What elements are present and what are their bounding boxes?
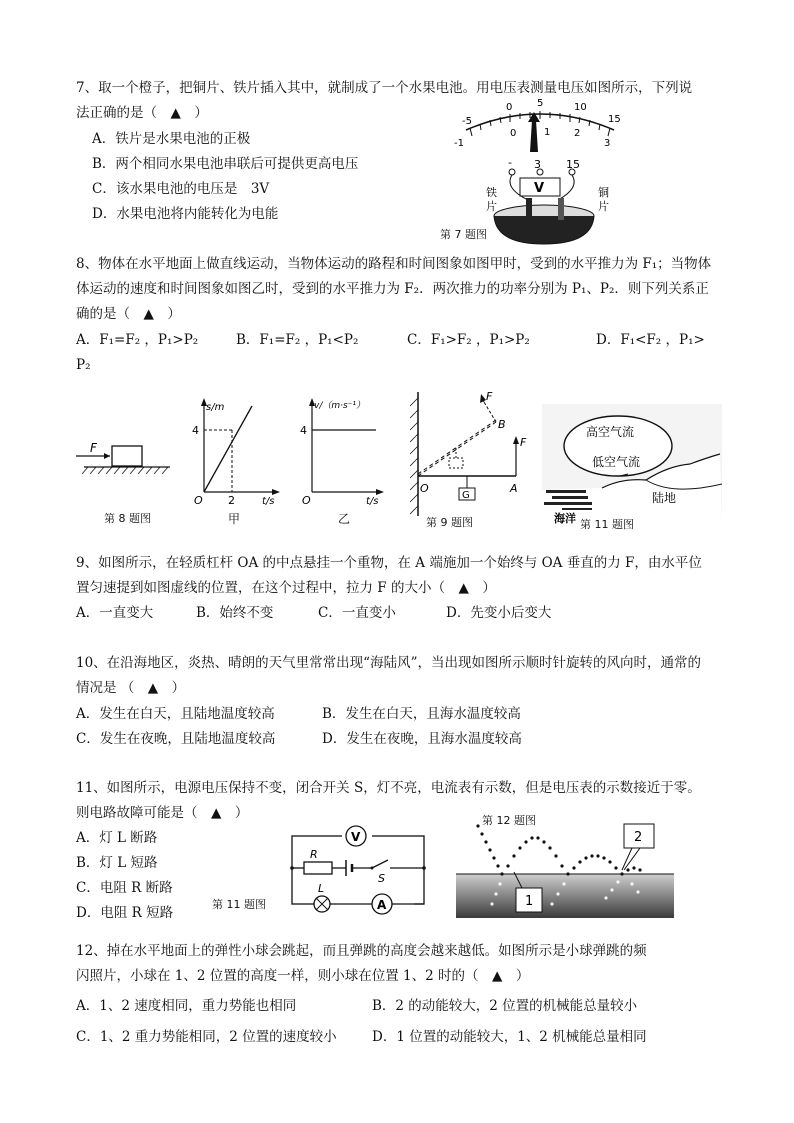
q12-option-d: D．1 位置的动能较大，1、2 机械能总量相同 <box>372 1029 647 1045</box>
meter-bottom-tick: 1 <box>544 127 551 138</box>
q8-caption: 第 8 题图 <box>104 512 151 525</box>
copper-label-2: 片 <box>598 200 609 213</box>
meter-bottom-tick: 0 <box>510 128 517 139</box>
q12-option-b: B．2 的动能较大，2 位置的机械能总量较小 <box>372 998 638 1014</box>
q9-stem-line2: 置匀速提到如图虚线的位置，在这个过程中，拉力 F 的大小（ ▲ ） <box>76 580 496 596</box>
yi-xlabel: t/s <box>366 496 379 506</box>
q8-option-a: A．F₁=F₂ ，P₁>P₂ <box>76 332 199 348</box>
q7-caption: 第 7 题图 <box>440 228 487 241</box>
q8-label-yi: 乙 <box>338 512 351 526</box>
position-2-label: 2 <box>634 830 643 845</box>
yi-y-tick: 4 <box>300 424 307 437</box>
q11-caption: 第 11 题图 <box>212 898 266 911</box>
meter-top-tick: 10 <box>574 102 587 113</box>
q10-option-a: A．发生在白天，且陆地温度较高 <box>76 706 275 722</box>
q10-stem-line2: 情况是 （ ▲ ） <box>76 680 186 696</box>
q10-figure-caption: 第 11 题图 <box>580 518 634 531</box>
q11-lamp-label: L <box>318 882 325 895</box>
q9-label-f-top: F <box>486 390 493 403</box>
jia-origin: O <box>194 494 203 506</box>
q11-ammeter-label: A <box>377 898 387 912</box>
q10-figure-sea-breeze <box>542 404 722 528</box>
q9-option-a: A．一直变大 <box>76 605 154 621</box>
meter-bottom-tick: 3 <box>604 138 611 149</box>
q7-option-b: B．两个相同水果电池串联后可提供更高电压 <box>92 156 359 172</box>
yi-origin: O <box>302 494 311 506</box>
q10-option-d: D．发生在夜晚，且海水温度较高 <box>322 731 522 747</box>
q9-option-b: B．始终不变 <box>196 605 274 621</box>
q8-figure-block <box>74 440 174 490</box>
q11-voltmeter-label: V <box>351 830 361 844</box>
q11-option-d: D．电阻 R 短路 <box>76 905 174 921</box>
q11-option-b: B．灯 L 短路 <box>76 855 158 871</box>
meter-top-tick: 5 <box>537 98 544 109</box>
q8-stem-line2: 体运动的速度和时间图象如图乙时，受到的水平推力为 F₂．两次推力的功率分别为 P₁、P₂．则下列关系正 <box>76 281 709 297</box>
q9-label-o: O <box>420 482 429 495</box>
jia-graph-line <box>204 406 252 492</box>
jia-ylabel: s/m <box>206 402 225 413</box>
q11-option-a: A．灯 L 断路 <box>76 830 158 846</box>
q10-option-c: C．发生在夜晚，且陆地温度较高 <box>76 731 276 747</box>
q10-stem-line1: 10、在沿海地区，炎热、晴朗的天气里常常出现“海陆风”，当出现如图所示顺时针旋转的风向时，通常的 <box>76 655 701 671</box>
sea-label: 海洋 <box>554 512 576 525</box>
meter-bottom-tick: 2 <box>574 128 581 139</box>
meter-pointer <box>530 120 538 152</box>
q12-option-c: C．1、2 重力势能相同，2 位置的速度较小 <box>76 1029 337 1045</box>
q11-switch-label: S <box>378 872 385 885</box>
q9-option-d: D．先变小后变大 <box>446 605 552 621</box>
jia-x-tick: 2 <box>228 494 235 506</box>
q9-figure-lever <box>404 388 534 520</box>
q7-stem-line1: 7、取一个橙子，把铜片、铁片插入其中，就制成了一个水果电池。用电压表测量电压如图所示，下列说 <box>76 80 693 96</box>
q8-graph-jia <box>188 396 288 506</box>
q8-option-d-cont: P₂ <box>76 357 91 373</box>
iron-label: 铁 <box>486 186 497 199</box>
q9-label-b: B <box>498 418 506 431</box>
terminal-label: 15 <box>566 158 580 171</box>
position-1-label: 1 <box>525 894 534 909</box>
meter-letter: V <box>534 181 545 196</box>
q9-label-g: G <box>462 490 470 501</box>
q9-stem-line1: 9、如图所示，在轻质杠杆 OA 的中点悬挂一个重物，在 A 端施加一个始终与 OA 垂直的力 F，由水平位 <box>76 555 702 571</box>
copper-label: 铜 <box>598 186 609 199</box>
q8-label-jia: 甲 <box>228 512 241 526</box>
meter-bottom-tick: -1 <box>454 138 464 149</box>
q10-option-b: B．发生在白天，且海水温度较高 <box>322 706 521 722</box>
q11-stem-line2: 则电路故障可能是（ ▲ ） <box>76 805 249 821</box>
q8-option-b: B．F₁=F₂ ，P₁<P₂ <box>236 332 359 348</box>
q11-resistor-label: R <box>310 848 318 861</box>
jia-xlabel: t/s <box>262 496 275 506</box>
q12-stem-line1: 12、掉在水平地面上的弹性小球会跳起，而且弹跳的高度会越来越低。如图所示是小球弹跳的频 <box>76 943 647 959</box>
meter-top-tick: 15 <box>608 114 621 125</box>
high-air-label: 高空气流 <box>586 425 635 439</box>
q8-stem-line1: 8、物体在水平地面上做直线运动，当物体运动的路程和时间图象如图甲时，受到的水平推力为 F₁；当物体 <box>76 256 712 272</box>
jia-y-tick: 4 <box>192 424 199 437</box>
q7-option-c: C．该水果电池的电压是 3V <box>92 181 270 197</box>
q12-option-a: A．1、2 速度相同，重力势能也相同 <box>76 998 297 1014</box>
force-label: F <box>90 441 97 455</box>
q8-graph-yi <box>296 396 392 506</box>
iron-label-2: 片 <box>486 200 497 213</box>
land-label: 陆地 <box>652 491 677 505</box>
q12-caption: 第 12 题图 <box>482 814 536 827</box>
q9-caption: 第 9 题图 <box>426 516 473 529</box>
q12-stem-line2: 闪照片，小球在 1、2 位置的高度一样，则小球在位置 1、2 时的（ ▲ ） <box>76 968 530 984</box>
meter-top-tick: 0 <box>506 102 513 113</box>
meter-top-tick: -5 <box>462 116 472 127</box>
q9-label-f-right: F <box>520 436 527 449</box>
q7-option-d: D．水果电池将内能转化为电能 <box>92 206 279 222</box>
yi-ylabel: v/（m·s⁻¹） <box>314 401 366 411</box>
q11-option-c: C．电阻 R 断路 <box>76 880 173 896</box>
terminal-label: - <box>508 156 512 169</box>
q12-figure-bouncing-ball <box>456 822 674 918</box>
q8-option-c: C．F₁>F₂ ，P₁>P₂ <box>407 332 530 348</box>
ball-trail <box>476 824 641 875</box>
q9-label-a: A <box>510 482 518 495</box>
q11-figure-circuit <box>286 822 434 918</box>
q8-stem-line3: 确的是（ ▲ ） <box>76 306 181 322</box>
terminal-label: 3 <box>534 158 541 171</box>
low-air-label: 低空气流 <box>592 455 641 469</box>
q9-option-c: C．一直变小 <box>318 605 396 621</box>
q7-option-a: A．铁片是水果电池的正极 <box>92 131 251 147</box>
q7-stem-line2: 法正确的是（ ▲ ） <box>76 105 208 121</box>
q8-option-d: D．F₁<F₂ ，P₁> <box>596 332 705 348</box>
q11-stem-line1: 11、如图所示，电源电压保持不变，闭合开关 S，灯不亮，电流表有示数，但是电压表的示数接近于零。 <box>76 780 701 796</box>
